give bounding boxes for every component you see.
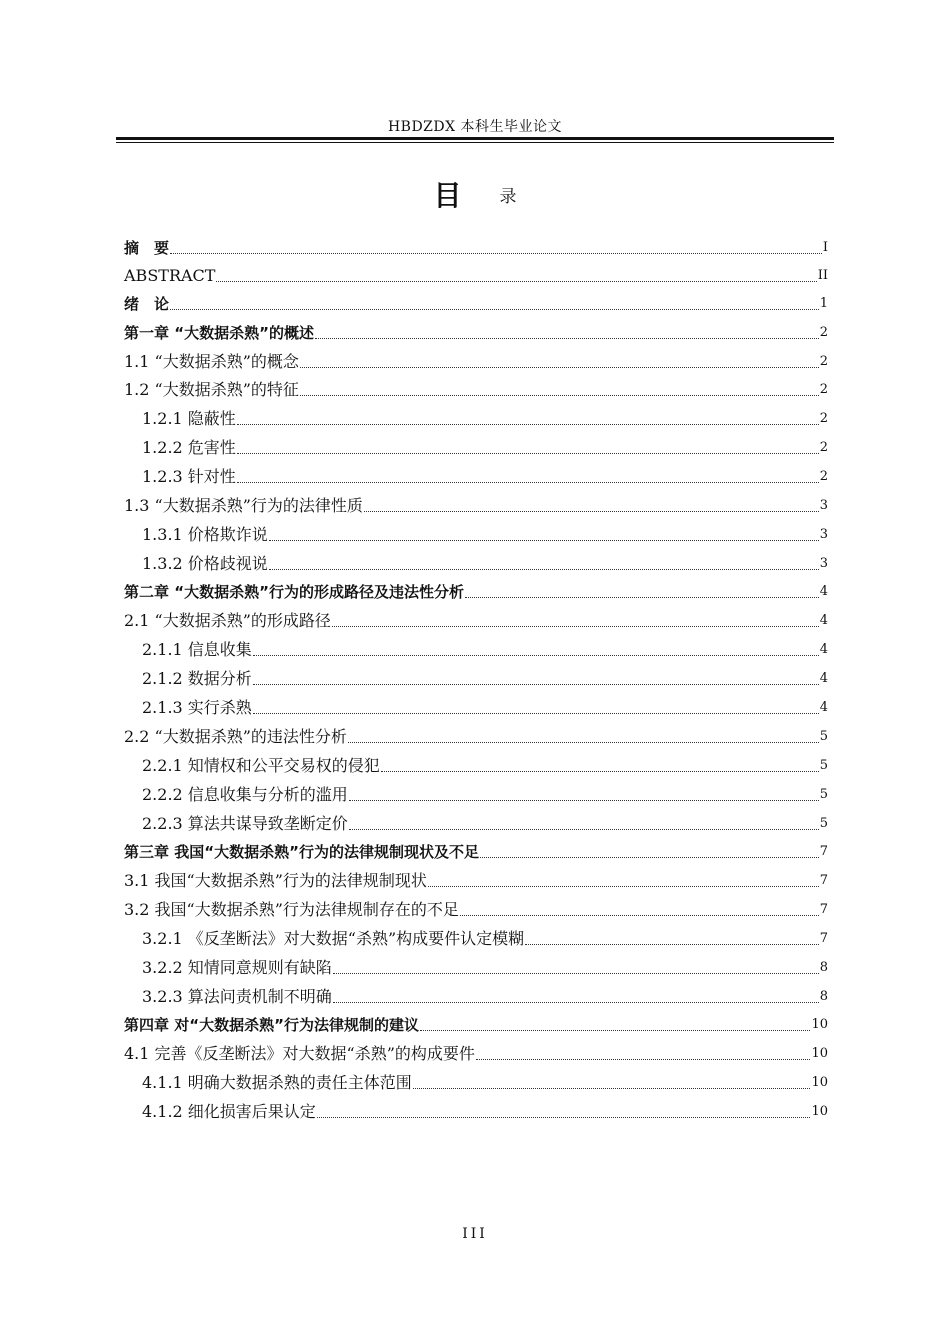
header-rule-thick (116, 137, 834, 140)
toc-leader-dots (349, 799, 819, 801)
toc-entry[interactable] (142, 550, 828, 574)
toc-entry-page: 2 (819, 325, 828, 340)
toc-leader-dots (237, 452, 819, 454)
toc-entry-label: 1.2.1 隐蔽性 (142, 409, 236, 428)
toc-entry-label: 3.1 我国“大数据杀熟”行为的法律规制现状 (124, 871, 427, 890)
toc-entry-label: 3.2 我国“大数据杀熟”行为法律规制存在的不足 (124, 900, 459, 919)
toc-entry[interactable] (142, 810, 828, 834)
toc-leader-dots (420, 1029, 811, 1031)
toc-leader-dots (317, 1116, 811, 1118)
toc-entry-page: II (817, 268, 828, 283)
toc-entry-page: 1 (819, 296, 828, 311)
toc-entry-page: 5 (819, 729, 828, 744)
toc-entry-page: 3 (819, 527, 828, 542)
toc-leader-dots (525, 943, 819, 945)
toc-leader-dots (237, 423, 819, 425)
toc-entry[interactable] (142, 781, 828, 805)
toc-entry[interactable] (124, 262, 828, 286)
toc-leader-dots (428, 885, 819, 887)
toc-entry-label: 3.2.1 《反垄断法》对大数据“杀熟”构成要件认定模糊 (142, 929, 525, 948)
toc-entry[interactable] (142, 1069, 828, 1093)
toc-entry-page: 4 (819, 642, 828, 657)
toc-entry-page: 4 (819, 700, 828, 715)
toc-entry-label: 2.1.3 实行杀熟 (142, 698, 252, 717)
toc-leader-dots (333, 1001, 819, 1003)
toc-entry-label: 1.3.2 价格歧视说 (142, 554, 268, 573)
toc-entry-page: 4 (819, 671, 828, 686)
toc-entry-page: 10 (811, 1075, 828, 1090)
toc-entry[interactable] (124, 319, 828, 343)
toc-entry-page: 10 (811, 1046, 828, 1061)
toc-entry[interactable] (142, 694, 828, 718)
toc-entry-label: 2.2.3 算法共谋导致垄断定价 (142, 814, 348, 833)
toc-entry[interactable] (142, 752, 828, 776)
toc-entry-label: 4.1.2 细化损害后果认定 (142, 1102, 316, 1121)
toc-entry[interactable] (124, 838, 828, 862)
toc-entry[interactable] (142, 521, 828, 545)
toc-leader-dots (348, 741, 819, 743)
toc-entry-label: 第四章 对“大数据杀熟”行为法律规制的建议 (124, 1016, 419, 1034)
toc-entry-label: 2.2 “大数据杀熟”的违法性分析 (124, 727, 347, 746)
toc-entry-page: 7 (819, 902, 828, 917)
toc-leader-dots (332, 625, 819, 627)
toc-leader-dots (460, 914, 819, 916)
toc-entry[interactable] (142, 665, 828, 689)
toc-entry-label: 1.1 “大数据杀熟”的概念 (124, 352, 299, 371)
toc-entry-page: 10 (811, 1017, 828, 1032)
toc-entry-page: 7 (819, 931, 828, 946)
toc-leader-dots (170, 308, 819, 310)
toc-entry-page: I (822, 240, 828, 255)
toc-entry-label: 3.2.3 算法问责机制不明确 (142, 987, 332, 1006)
toc-entry-label: 2.1 “大数据杀熟”的形成路径 (124, 611, 331, 630)
toc-entry-page: 2 (819, 354, 828, 369)
toc-entry[interactable] (124, 1011, 828, 1035)
toc-entry[interactable] (142, 636, 828, 660)
footer-page-number: III (462, 1226, 488, 1242)
toc-entry-label: 4.1 完善《反垄断法》对大数据“杀熟”的构成要件 (124, 1044, 475, 1063)
toc-entry-label: 2.1.1 信息收集 (142, 640, 252, 659)
toc-leader-dots (480, 856, 819, 858)
toc-entry-label: 1.3 “大数据杀熟”行为的法律性质 (124, 496, 363, 515)
toc-title (0, 174, 950, 214)
toc-entry-page: 3 (819, 556, 828, 571)
toc-entry-page: 8 (819, 989, 828, 1004)
toc-entry-page: 2 (819, 411, 828, 426)
toc-leader-dots (413, 1087, 811, 1089)
toc-entry[interactable] (124, 492, 828, 516)
header-rule-thin (116, 142, 834, 143)
toc-entry-label: 绪 论 (124, 295, 170, 313)
toc-entry[interactable] (124, 1040, 828, 1064)
toc-leader-dots (253, 683, 819, 685)
toc-leader-dots (315, 337, 819, 339)
toc-entry-label: 4.1.1 明确大数据杀熟的责任主体范围 (142, 1073, 412, 1092)
toc-entry-label: 1.2.3 针对性 (142, 467, 236, 486)
toc-entry[interactable] (124, 348, 828, 372)
toc-entry-page: 8 (819, 960, 828, 975)
toc-entry-label: 第一章 “大数据杀熟”的概述 (124, 324, 314, 342)
toc-entry[interactable] (124, 290, 828, 314)
toc-entry-label: 2.2.2 信息收集与分析的滥用 (142, 785, 348, 804)
toc-entry[interactable] (142, 463, 828, 487)
toc-entry[interactable] (124, 376, 828, 400)
toc-leader-dots (170, 252, 822, 254)
toc-leader-dots (476, 1058, 811, 1060)
toc-leader-dots (253, 654, 819, 656)
toc-leader-dots (269, 539, 819, 541)
toc-entry-page: 7 (819, 873, 828, 888)
toc-entry-label: ABSTRACT (124, 266, 216, 285)
toc-leader-dots (216, 280, 816, 282)
toc-entry-label: 第二章 “大数据杀熟”行为的形成路径及违法性分析 (124, 583, 464, 601)
toc-leader-dots (237, 481, 819, 483)
toc-entry[interactable] (124, 234, 828, 258)
toc-entry[interactable] (124, 723, 828, 747)
toc-entry-label: 第三章 我国“大数据杀熟”行为的法律规制现状及不足 (124, 843, 479, 861)
toc-entry-page: 3 (819, 498, 828, 513)
toc-entry[interactable] (142, 983, 828, 1007)
toc-leader-dots (364, 510, 819, 512)
toc-leader-dots (381, 770, 819, 772)
toc-entry[interactable] (142, 1098, 828, 1122)
toc-entry-page: 4 (819, 584, 828, 599)
toc-entry-page: 5 (819, 787, 828, 802)
toc-entry-page: 10 (811, 1104, 828, 1119)
toc-leader-dots (349, 828, 819, 830)
toc-leader-dots (465, 596, 819, 598)
toc-entry-label: 2.2.1 知情权和公平交易权的侵犯 (142, 756, 380, 775)
toc-entry-label: 摘 要 (124, 239, 170, 257)
toc-entry-page: 5 (819, 758, 828, 773)
toc-entry-page: 5 (819, 816, 828, 831)
running-header: HBDZDX 本科生毕业论文 (387, 119, 563, 135)
toc-entry[interactable] (142, 434, 828, 458)
toc-entry[interactable] (124, 607, 828, 631)
toc-entry[interactable] (142, 925, 828, 949)
toc-leader-dots (253, 712, 819, 714)
toc-entry[interactable] (124, 896, 828, 920)
toc-leader-dots (269, 568, 819, 570)
toc-entry-label: 3.2.2 知情同意规则有缺陷 (142, 958, 332, 977)
toc-title-sub: 录 (499, 186, 517, 207)
toc-leader-dots (300, 366, 819, 368)
toc-entry[interactable] (124, 867, 828, 891)
toc-entry-label: 1.2.2 危害性 (142, 438, 236, 457)
toc-entry-label: 1.3.1 价格欺诈说 (142, 525, 268, 544)
toc-leader-dots (333, 972, 819, 974)
toc-entry-page: 2 (819, 469, 828, 484)
toc-entry-page: 2 (819, 382, 828, 397)
toc-leader-dots (300, 394, 819, 396)
toc-title-main: 目 (433, 179, 462, 212)
toc-entry[interactable] (142, 405, 828, 429)
toc-entry-page: 7 (819, 844, 828, 859)
toc-entry[interactable] (142, 954, 828, 978)
toc-entry[interactable] (124, 578, 828, 602)
toc-entry-label: 2.1.2 数据分析 (142, 669, 252, 688)
toc-entry-label: 1.2 “大数据杀熟”的特征 (124, 380, 299, 399)
toc-entry-page: 2 (819, 440, 828, 455)
toc-entry-page: 4 (819, 613, 828, 628)
